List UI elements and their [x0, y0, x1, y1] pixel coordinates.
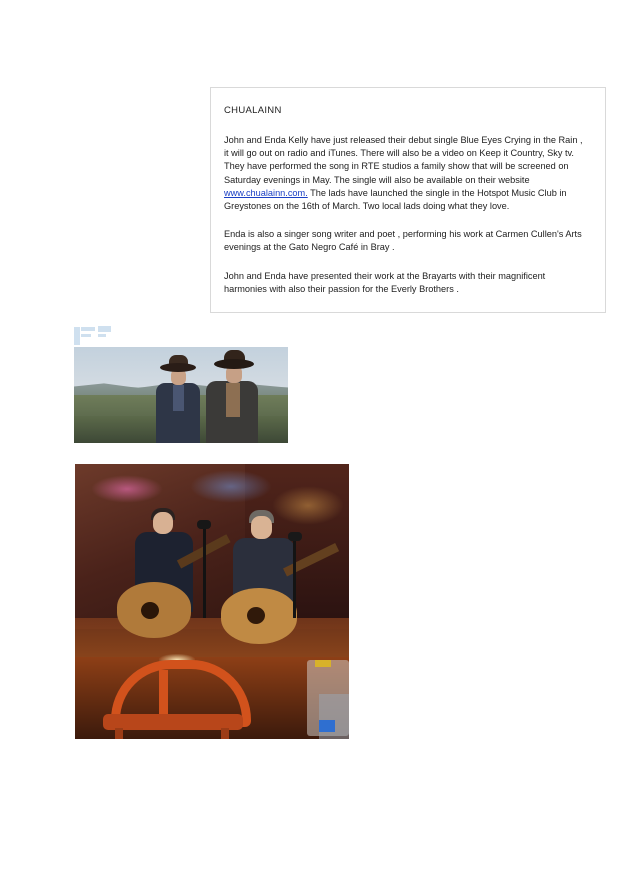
logo-bar-2: [81, 327, 95, 331]
photo-guitar-left-soundhole: [141, 602, 159, 619]
photo-stage-light-blue: [190, 470, 272, 503]
photo-two-men-hillside: [74, 347, 288, 443]
photo-mic-stand-right: [293, 538, 296, 618]
chualainn-website-link[interactable]: www.chualainn.com.: [224, 187, 308, 198]
paragraph-1: [224, 134, 588, 213]
photo-musician-left-head: [153, 512, 173, 534]
photo-chair-leg-right: [221, 728, 229, 739]
logo-bar-4: [98, 326, 111, 332]
photo-chair-leg-left: [115, 728, 123, 739]
page-title: CHUALAINN: [224, 105, 282, 116]
photo-chair-slat: [159, 670, 168, 718]
photo-gear-highlight-blue: [319, 720, 335, 732]
partial-logo-graphic: [74, 325, 114, 347]
photo-man-right-scarf: [226, 383, 240, 417]
photo-man-left-hat-brim: [160, 363, 196, 372]
article-text-box: [210, 87, 606, 313]
photo-stage-light-pink: [91, 475, 162, 503]
logo-bar-3: [81, 334, 91, 337]
photo-stage-gear-secondary: [319, 694, 349, 739]
photo-stage-light-amber: [272, 486, 343, 525]
photo-man-left-shirt: [173, 385, 184, 411]
logo-bar-1: [74, 327, 80, 345]
logo-bar-5: [98, 334, 106, 337]
photo-mic-stand-left: [203, 526, 206, 618]
photo-microphone-right: [288, 532, 302, 541]
paragraph-1-text-before: John and Enda Kelly have just released their debut single Blue Eyes Crying in the Rain , it will go out on radio and iTunes. There will also be a video on Keep it Country, Sky tv. They have performed the song in RTE studios a family show that will be screened on Saturday evenings in May. The single will also be available on their website: [224, 135, 583, 185]
photo-man-right-hat-brim: [214, 359, 254, 369]
paragraph-2: Enda is also a singer song writer and poet , performing his work at Carmen Cullen's Arts evenings at the Gato Negro Café in Bray .: [224, 229, 582, 253]
photo-musician-right-head: [251, 516, 272, 539]
photo-guitar-right-soundhole: [247, 607, 265, 624]
photo-microphone-left: [197, 520, 211, 529]
paragraph-1-text-after: The lads have launched the single in the Hotspot Music Club in Greystones on the 16th of March. Two local lads doing what they love.: [224, 187, 567, 212]
paragraph-3: John and Enda have presented their work at the Brayarts with their magnificent harmonies with also their passion for the Everly Brothers .: [224, 270, 546, 294]
photo-band-performing: [75, 464, 349, 739]
photo-gear-highlight-yellow: [315, 660, 331, 667]
